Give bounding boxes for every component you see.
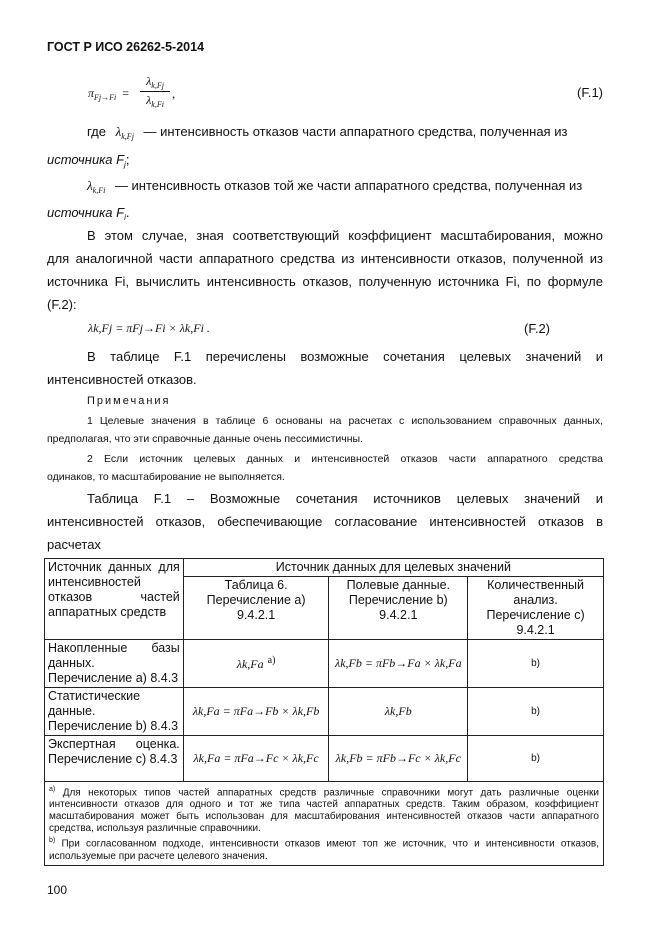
table-cell: λk,Fb = πFb→Fa × λk,Fa — [329, 640, 468, 688]
table-cell: λk,Fa = πFa→Fc × λk,Fc — [183, 736, 329, 782]
where-line-4: источника $F_i$. — [47, 205, 130, 222]
table-col-header-1: Таблица 6. Перечисление а) 9.4.2.1 — [183, 577, 329, 640]
para3-line-2: интенсивностей отказов. — [47, 372, 197, 387]
document-header: ГОСТ Р ИСО 26262-5-2014 — [47, 40, 205, 54]
table-col-header-3: Количественный анализ. Перечисление с) 9.4.2.1 — [468, 577, 604, 640]
note-1-line-2: предполагая, что эти справочные данные очень пессимистичны. — [47, 433, 363, 445]
note-2-line-2: одинаков, то масштабирование не выполняется. — [47, 471, 285, 483]
footnote-b: $^{b)}$ При согласованном подходе, интенсивности отказов имеют топ же источник, что и интенсивности отказов, используемые при расчете целевого значения. — [49, 837, 599, 862]
table-caption-line-1: Таблица F.1 – Возможные сочетания источников целевых значений и — [87, 491, 603, 506]
table-row-label: Экспертная оценка. Перечисление с) 8.4.3 — [45, 736, 184, 782]
formula-f2-label: (F.2) — [524, 321, 550, 336]
para2-line-3: источника Fi, вычислить интенсивность отказов, полученную источника Fi, по формуле — [47, 274, 603, 289]
table-cell: b) — [468, 640, 604, 688]
note-2-line-1: 2 Если источник целевых данных и интенсивностей отказов части аппаратного средства — [87, 453, 603, 465]
table-cell: λk,Fa = πFa→Fb × λk,Fb — [183, 688, 329, 736]
footnote-a: $^{a)}$ Для некоторых типов частей аппаратных средств различные справочники могут дать различные оценки интенсивности отказов для одного и тот же типа частей аппаратных средств. Таким образом, коэффициент масштабирования может быть использован для масштабирования интенсивностей отказов части аппаратного средства, используя различные справочники. — [49, 786, 599, 835]
table-corner-header: Источник данных для интенсивностей отказов частей аппаратных средств — [45, 559, 184, 640]
table-f1 — [44, 558, 604, 866]
formula-f1-denominator: $\lambda_{k,Fi}$ — [146, 93, 164, 109]
note-1-line-1: 1 Целевые значения в таблице 6 основаны на расчетах с использованием справочных данных, — [87, 415, 603, 427]
table-row — [45, 688, 604, 736]
formula-f2: λk,Fj = πFj→Fi × λk,Fi . — [88, 321, 210, 335]
formula-f1-lhs: π — [88, 86, 95, 100]
para3-line-1: В таблице F.1 перечислены возможные сочетания целевых значений и — [87, 349, 603, 364]
table-cell: λk,Fa $^{a)}$ — [183, 640, 329, 688]
table-cell: b) — [468, 736, 604, 782]
table-caption-line-2: интенсивностей отказов, обеспечивающие согласование интенсивностей отказов в — [47, 514, 603, 529]
para2-line-4: (F.2): — [47, 297, 77, 312]
symbol-lambda-fi: $\lambda_{k,Fi}$ — [87, 178, 106, 195]
formula-f1-label: (F.1) — [577, 85, 603, 100]
formula-f1-fraction-bar — [140, 91, 170, 92]
formula-f1-lhs-sub: Fj→Fi — [94, 93, 117, 102]
table-cell: b) — [468, 688, 604, 736]
para2-line-2: для аналогичной части аппаратного средства из интенсивности отказов, полученной из — [47, 251, 603, 266]
where-line-2: источника $F_j$; — [47, 152, 130, 169]
where-line-3: $\lambda_{k,Fi}$ — интенсивность отказов той же части аппаратного средства, полученная из — [87, 178, 583, 195]
table-row-label: Статистические данные. Перечисление b) 8.4.3 — [45, 688, 184, 736]
page-number: 100 — [47, 883, 68, 897]
table-group-header: Источник данных для целевых значений — [183, 559, 603, 577]
formula-f1-eq: = — [122, 86, 130, 100]
para2-line-1: В этом случае, зная соответствующий коэффициент масштабирования, можно — [87, 228, 603, 243]
notes-title: Примечания — [87, 395, 171, 407]
table-cell: λk,Fb = πFb→Fc × λk,Fc — [329, 736, 468, 782]
table-cell: λk,Fb — [329, 688, 468, 736]
table-row — [45, 640, 604, 688]
table-caption-line-3: расчетах — [47, 537, 101, 552]
formula-f1-numerator: $\lambda_{k,Fj}$ — [146, 74, 164, 90]
where-line-1: где $\lambda_{k,Fj}$ — интенсивность отказов части аппаратного средства, полученная из — [87, 124, 568, 141]
symbol-lambda-fj: $\lambda_{k,Fj}$ — [115, 124, 134, 141]
formula-f1-comma: , — [172, 86, 176, 101]
table-col-header-2: Полевые данные. Перечисление b) 9.4.2.1 — [329, 577, 468, 640]
formula-f1 — [88, 74, 603, 114]
table-row — [45, 736, 604, 782]
table-row-label: Накопленные базы данных. Перечисление а) 8.4.3 — [45, 640, 184, 688]
table-footnotes — [45, 782, 604, 866]
